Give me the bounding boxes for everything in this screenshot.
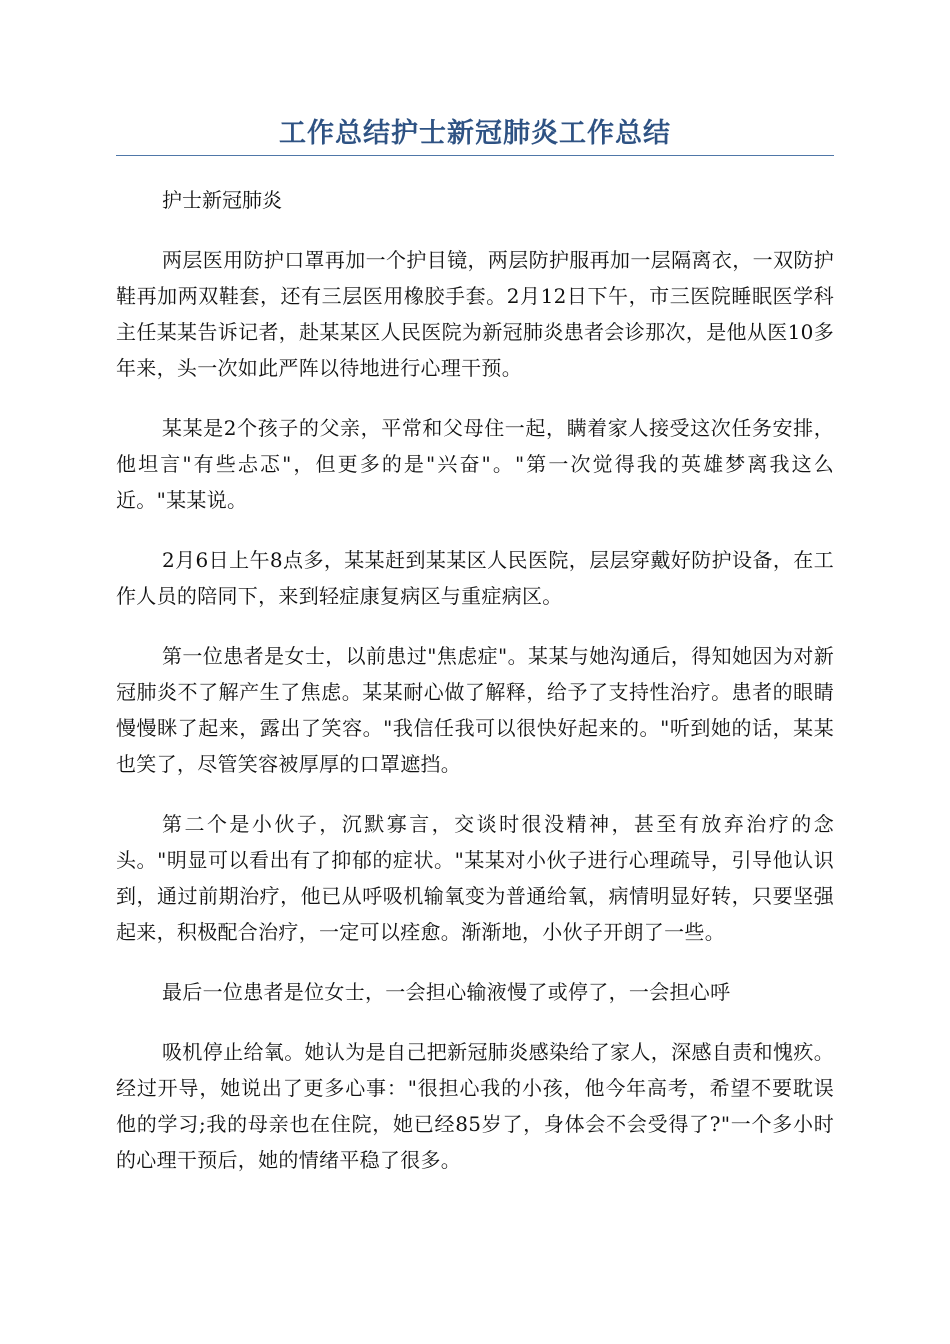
paragraph-5: 第二个是小伙子，沉默寡言，交谈时很没精神，甚至有放弃治疗的念头。"明显可以看出有了抑郁的症状。"某某对小伙子进行心理疏导，引导他认识到，通过前期治疗，他已从呼吸机输氧变为普通给氧，病情明显好转，只要坚强起来，积极配合治疗，一定可以痊愈。渐渐地，小伙子开朗了一些。 bbox=[116, 812, 834, 944]
paragraph-2: 某某是2个孩子的父亲，平常和父母住一起，瞒着家人接受这次任务安排，他坦言"有些忐忑"，但更多的是"兴奋"。"第一次觉得我的英雄梦离我这么近。"某某说。 bbox=[116, 416, 834, 512]
paragraph-1: 两层医用防护口罩再加一个护目镜，两层防护服再加一层隔离衣，一双防护鞋再加两双鞋套，还有三层医用橡胶手套。2月12日下午，市三医院睡眠医学科主任某某告诉记者，赴某某区人民医院为新冠肺炎患者会诊那次，是他从医10多年来，头一次如此严阵以待地进行心理干预。 bbox=[116, 248, 834, 380]
paragraph-6: 最后一位患者是位女士，一会担心输液慢了或停了，一会担心呼 bbox=[162, 980, 731, 1004]
paragraph-7: 吸机停止给氧。她认为是自己把新冠肺炎感染给了家人，深感自责和愧疚。经过开导，她说出了更多心事："很担心我的小孩，他今年高考，希望不要耽误他的学习;我的母亲也在住院，她已经85岁了，身体会不会受得了?"一个多小时的心理干预后，她的情绪平稳了很多。 bbox=[116, 1040, 834, 1172]
paragraph-3: 2月6日上午8点多，某某赶到某某区人民医院，层层穿戴好防护设备，在工作人员的陪同下，来到轻症康复病区与重症病区。 bbox=[116, 548, 834, 608]
document-page bbox=[116, 0, 834, 1344]
section-subheading: 护士新冠肺炎 bbox=[162, 188, 282, 212]
paragraph-4: 第一位患者是女士，以前患过"焦虑症"。某某与她沟通后，得知她因为对新冠肺炎不了解产生了焦虑。某某耐心做了解释，给予了支持性治疗。患者的眼睛慢慢眯了起来，露出了笑容。"我信任我可以很快好起来的。"听到她的话，某某也笑了，尽管笑容被厚厚的口罩遮挡。 bbox=[116, 644, 834, 776]
document-title: 工作总结护士新冠肺炎工作总结 bbox=[116, 116, 834, 156]
